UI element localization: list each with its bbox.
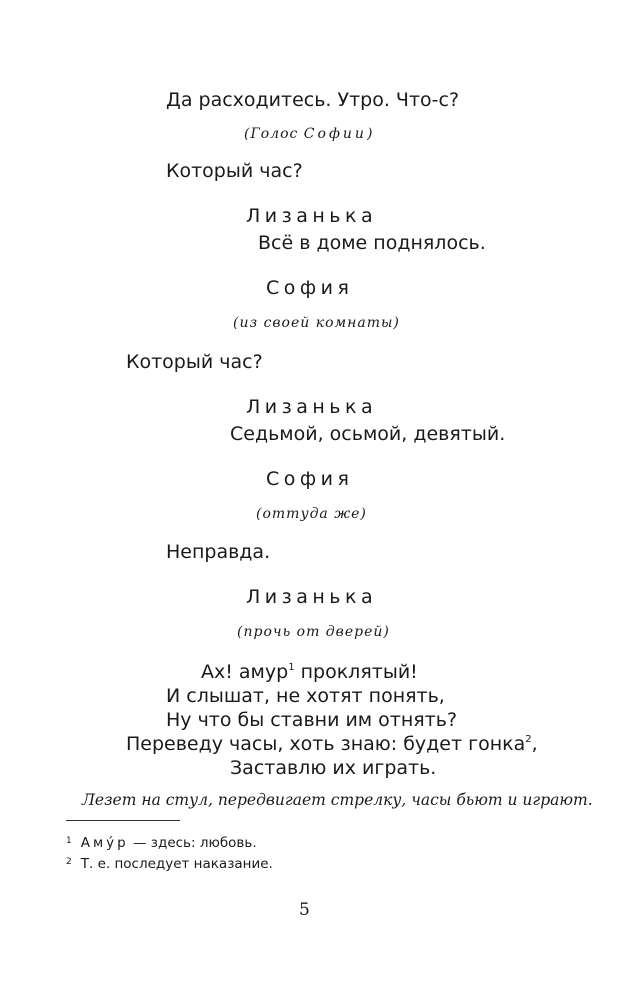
verse-line: Седьмой, осьмой, девятый. — [230, 423, 506, 445]
verse-line: Который час? — [166, 160, 303, 182]
verse-line: И слышат, не хотят понять, — [166, 685, 445, 707]
footnote-ref[interactable]: 2 — [525, 734, 532, 745]
footnote: $^1$ Аму́р — здесь: любовь. — [66, 835, 257, 851]
footnote-ref[interactable]: 1 — [288, 662, 295, 673]
stage-remark: (оттуда же) — [256, 506, 367, 522]
speaker-name: Лизанька — [246, 396, 378, 418]
verse-line: Который час? — [126, 351, 263, 373]
stage-remark: (прочь от дверей) — [237, 624, 390, 640]
speaker-name: София — [266, 468, 354, 490]
verse-line: Да расходитесь. Утро. Что-с? — [166, 89, 460, 111]
speaker-name: Лизанька — [246, 205, 378, 227]
verse-line: Ну что бы ставни им отнять? — [166, 709, 458, 731]
verse-line: Ах! амур$^1$ проклятый! — [201, 661, 418, 683]
verse-line: Неправда. — [166, 541, 271, 563]
footnote-divider — [66, 820, 180, 821]
verse-line: Заставлю их играть. — [230, 757, 437, 779]
verse-line: Всё в доме поднялось. — [258, 232, 486, 254]
speaker-name: София — [266, 277, 354, 299]
stage-direction: Лезет на стул, передвигает стрелку, часы бьют и играют. — [82, 791, 593, 809]
stage-remark: (из своей комнаты) — [233, 315, 400, 331]
speaker-name: Лизанька — [246, 586, 378, 608]
stage-remark: (Голос Софии) — [244, 126, 374, 142]
page-number: 5 — [299, 900, 310, 920]
footnote: $^2$ Т. е. последует наказание. — [66, 856, 273, 872]
verse-line: Переведу часы, хоть знаю: будет гонка$^2$, — [126, 733, 538, 755]
